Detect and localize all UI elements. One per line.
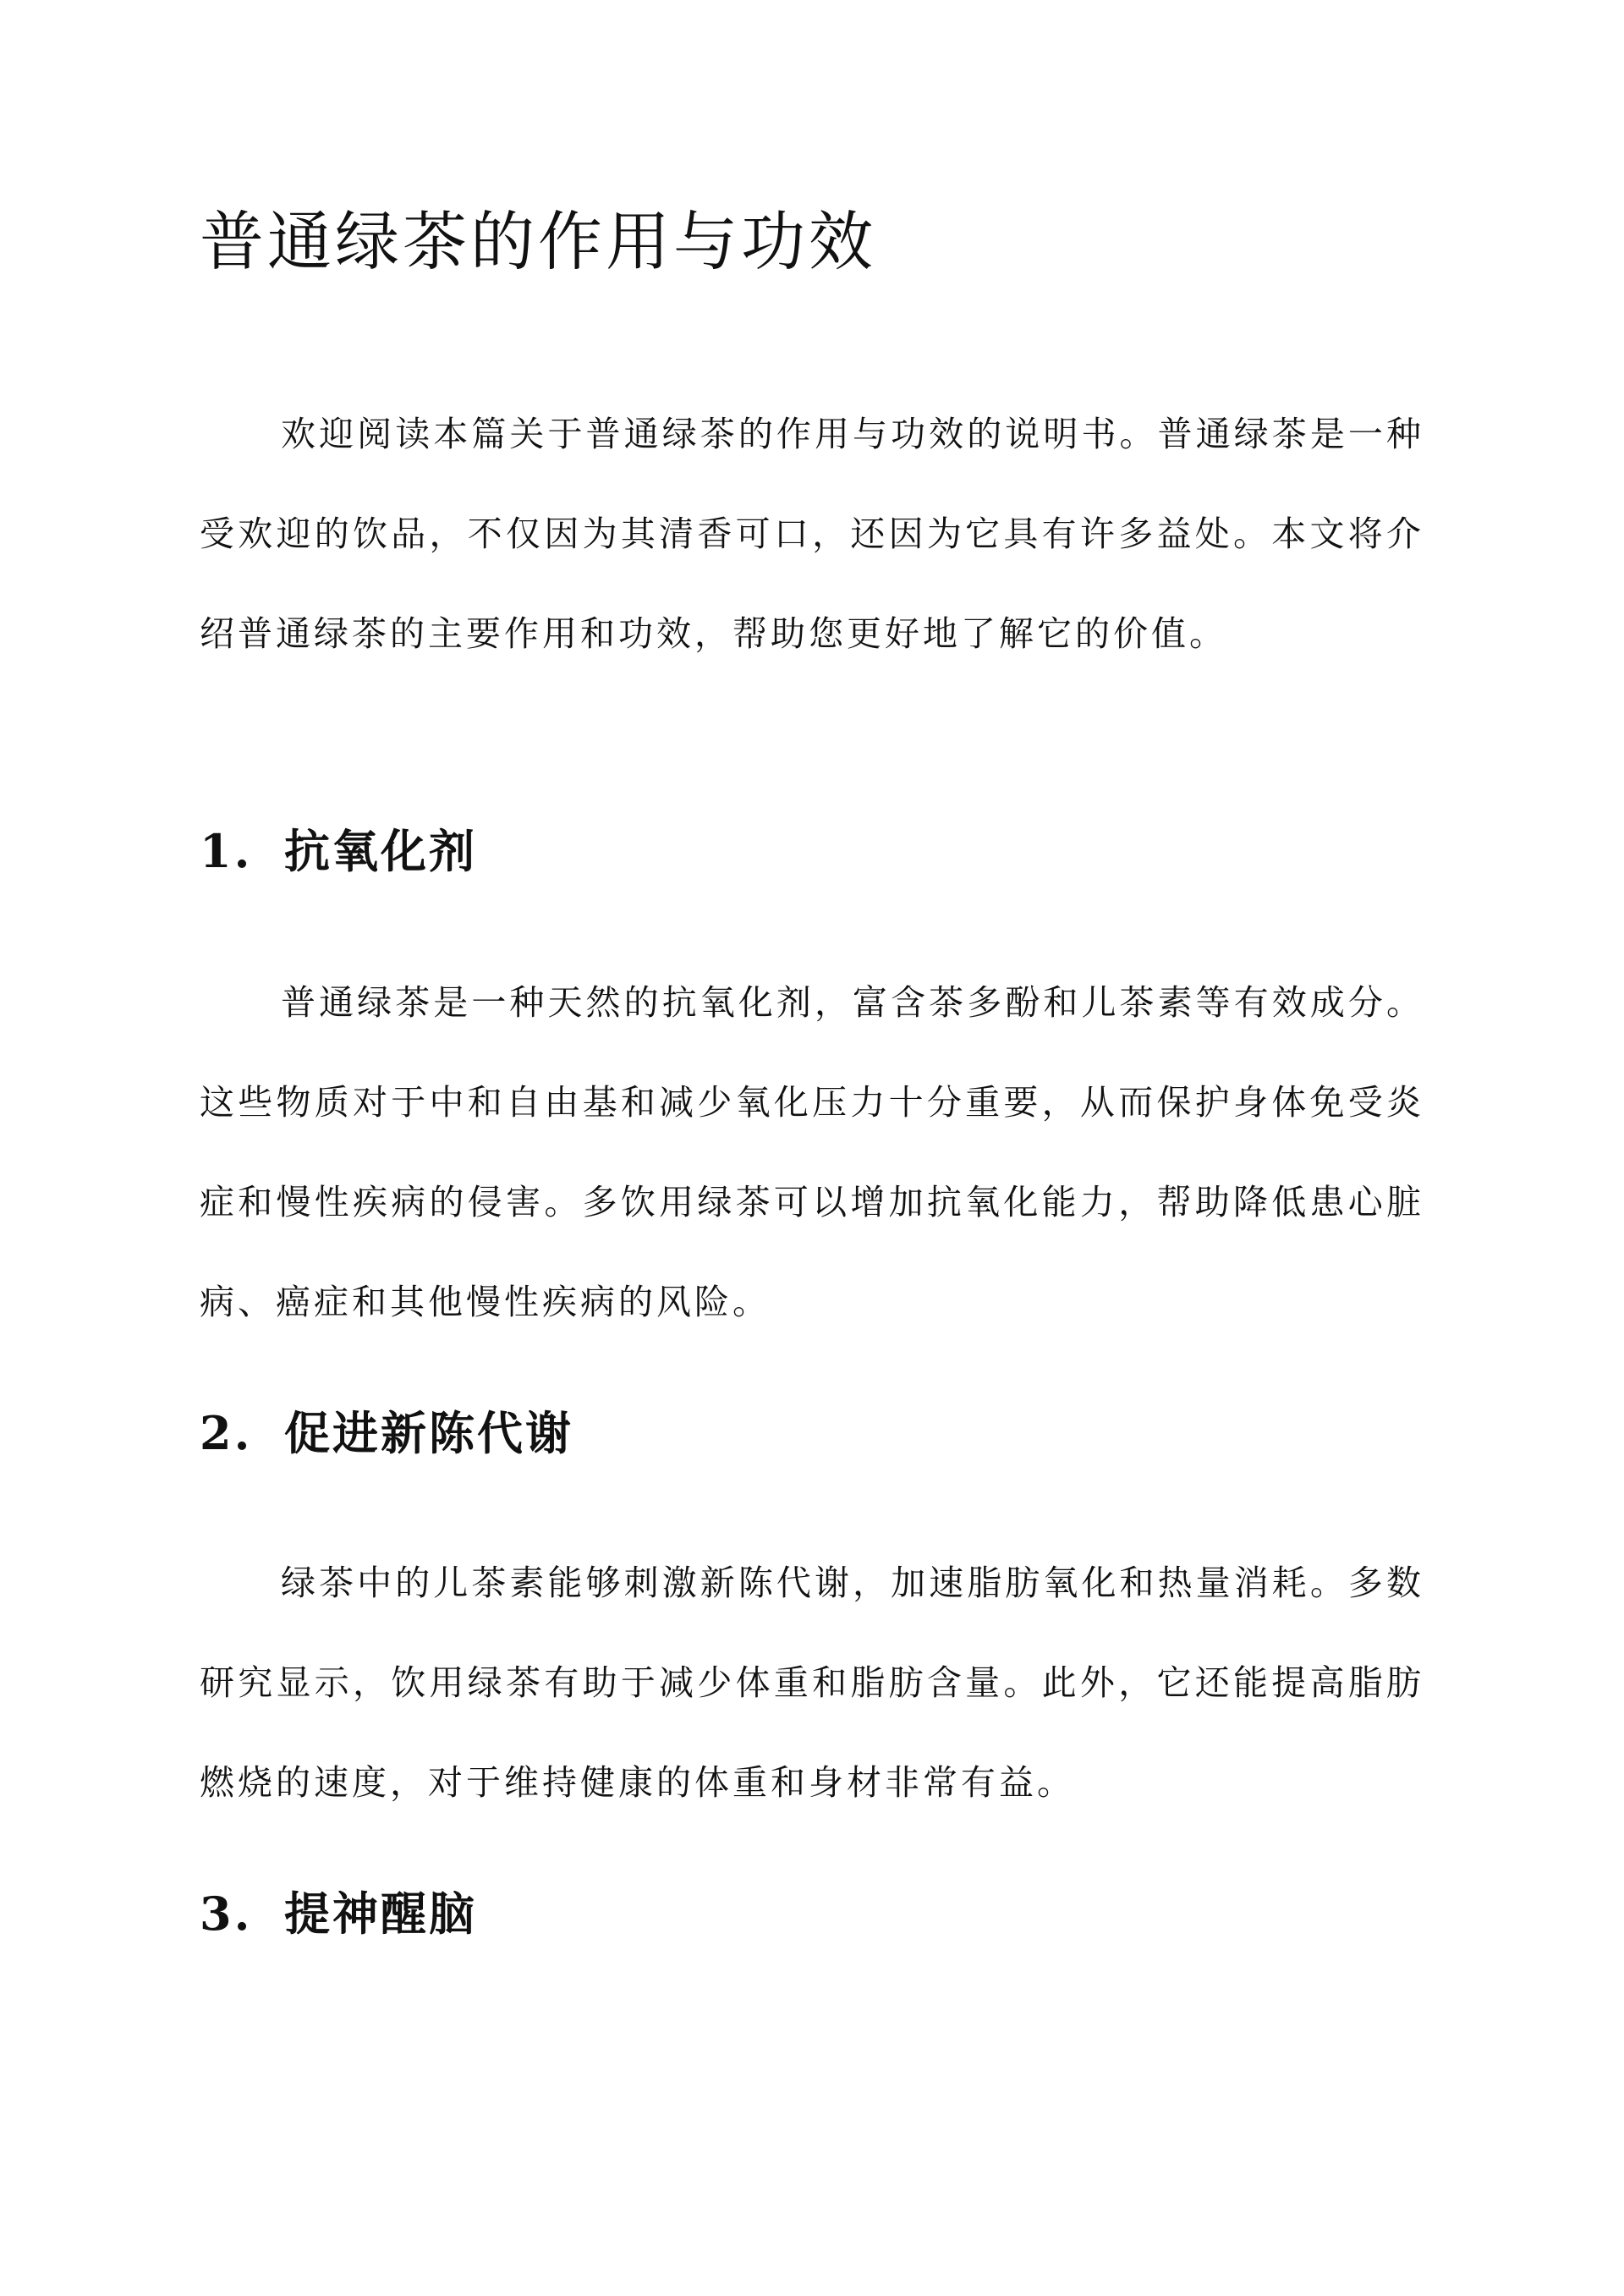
section-heading-3 xyxy=(200,1880,477,1947)
section-number: 3. xyxy=(200,1887,253,1941)
section-1-paragraph: 普通绿茶是一种天然的抗氧化剂，富含茶多酚和儿茶素等有效成分。这些物质对于中和自由基和减少氧化压力十分重要，从而保护身体免受炎症和慢性疾病的侵害。多饮用绿茶可以增加抗氧化能力，帮助降低患心脏病、癌症和其他慢性疾病的风险。 xyxy=(200,982,1424,1322)
section-title: 抗氧化剂 xyxy=(284,824,477,878)
section-title: 促进新陈代谢 xyxy=(284,1406,573,1460)
section-heading-1 xyxy=(200,817,477,885)
page-title: 普通绿茶的作用与功效 xyxy=(200,204,876,279)
section-2-paragraph: 绿茶中的儿茶素能够刺激新陈代谢，加速脂肪氧化和热量消耗。多数研究显示，饮用绿茶有助于减少体重和脂肪含量。此外，它还能提高脂肪燃烧的速度，对于维持健康的体重和身材非常有益。 xyxy=(200,1563,1424,1803)
section-title: 提神醒脑 xyxy=(284,1887,477,1941)
intro-paragraph: 欢迎阅读本篇关于普通绿茶的作用与功效的说明书。普通绿茶是一种受欢迎的饮品，不仅因为其清香可口，还因为它具有许多益处。本文将介绍普通绿茶的主要作用和功效，帮助您更好地了解它的价值。 xyxy=(200,414,1424,654)
section-number: 2. xyxy=(200,1406,253,1460)
section-heading-2 xyxy=(200,1399,573,1467)
section-number: 1. xyxy=(200,824,253,878)
